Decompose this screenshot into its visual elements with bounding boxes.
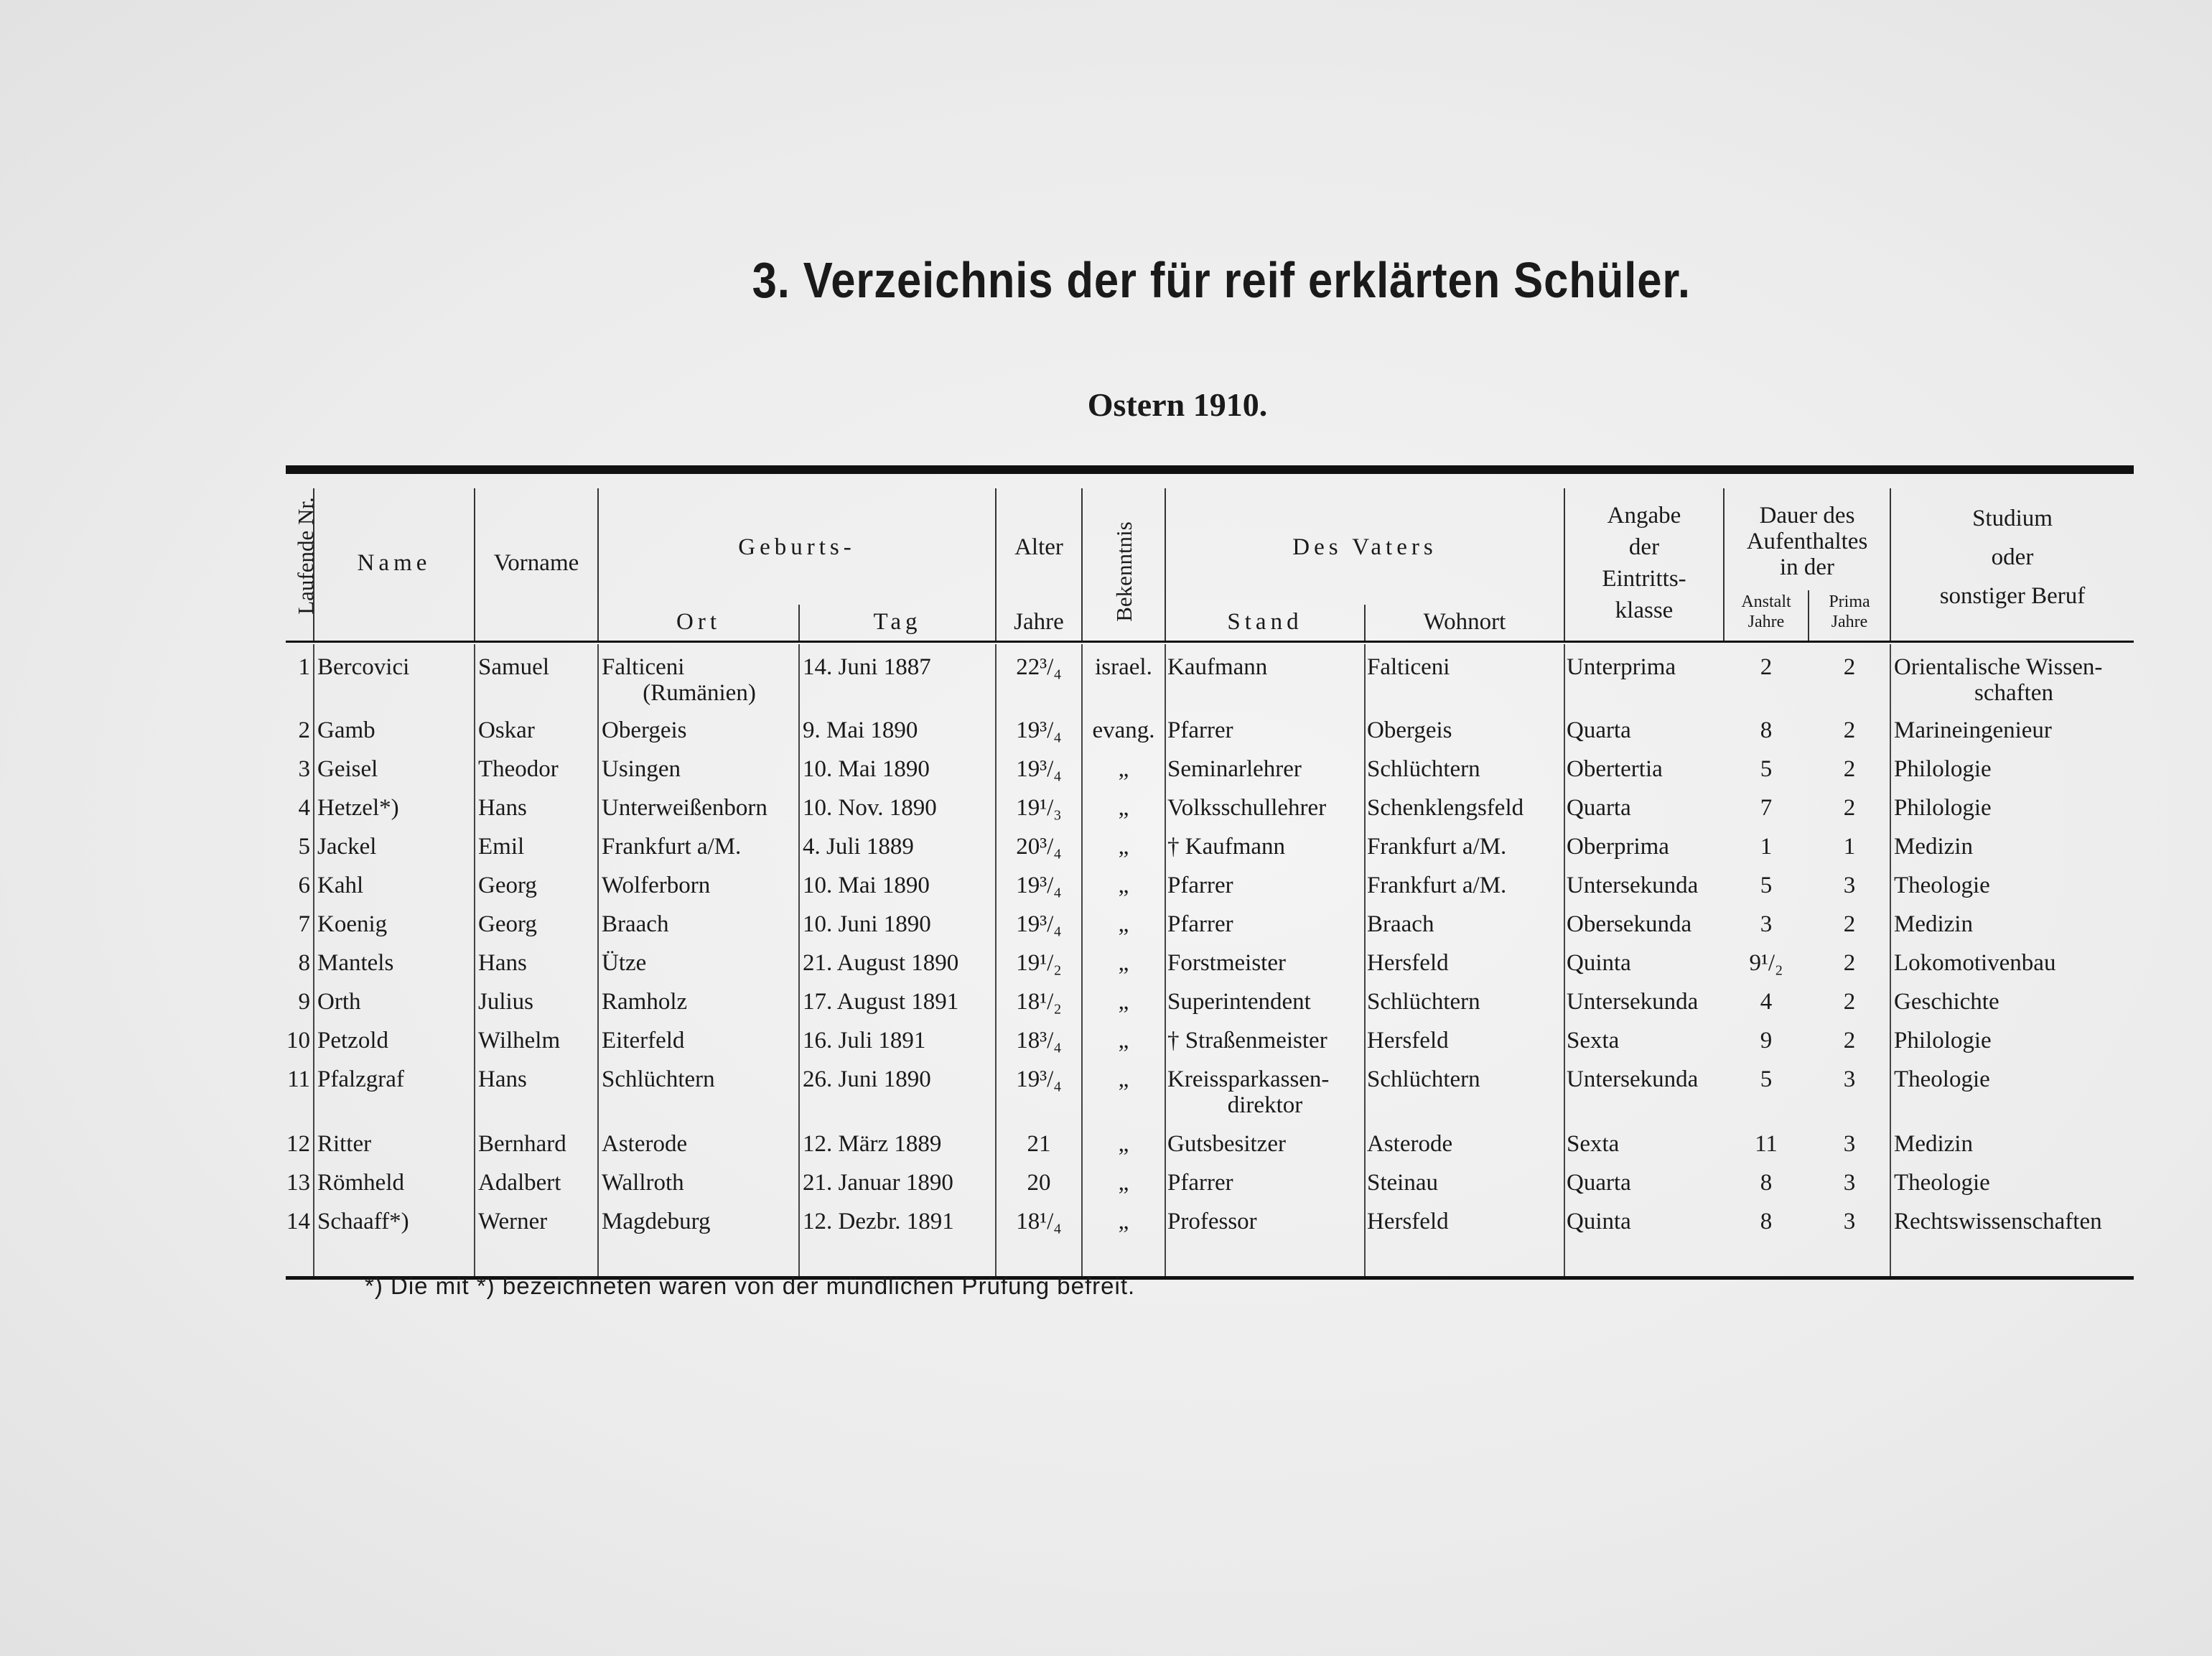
cell-age: 19³/₄ [1016,911,1062,937]
cell-birth-date: 12. Dezbr. 1891 [803,1209,954,1234]
col-divider [1081,488,1083,641]
cell-career: Marineingenieur [1894,717,2052,743]
cell-birth-date: 14. Juni 1887 [803,654,931,680]
cell-father-occupation: † Kaufmann [1167,834,1286,860]
header-eintritts: Eintritts- [1602,566,1686,592]
cell-birth-place: Usingen [602,756,681,782]
cell-father-residence: Hersfeld [1367,1209,1449,1234]
cell-vorname: Bernhard [478,1131,566,1157]
cell-confession: „ [1118,1170,1129,1196]
header-der: der [1628,534,1660,560]
cell-years-school: 8 [1760,717,1773,743]
header-laufende-nr: Laufende Nr. [293,497,318,615]
cell-entry-class: Quinta [1567,950,1631,976]
cell-vorname: Theodor [478,756,559,782]
cell-father-residence: Asterode [1367,1131,1453,1157]
cell-entry-class: Quarta [1567,1170,1631,1196]
cell-father-occupation: Kreissparkassen- [1167,1066,1330,1092]
cell-years-school: 9¹/₂ [1749,950,1783,976]
cell-career: Theologie [1894,1170,1990,1196]
cell-confession: „ [1118,873,1129,898]
cell-name: Hetzel*) [317,795,399,821]
cell-entry-class: Sexta [1567,1131,1620,1157]
cell-name: Bercovici [317,654,410,680]
cell-career: Philologie [1894,795,1992,821]
header-prima-jahre: Jahre [1831,613,1868,631]
header-studium: Studium [1972,506,2053,531]
cell-vorname: Georg [478,911,537,937]
cell-career: Theologie [1894,873,1990,898]
header-geburts: Geburts- [738,534,856,560]
cell-birth-place: Ramholz [602,989,688,1015]
header-wohnort: Wohnort [1423,609,1506,635]
header-bekenntnis: Bekenntnis [1111,521,1137,622]
cell-confession: „ [1118,911,1129,937]
header-klasse: klasse [1615,597,1674,623]
cell-vorname: Oskar [478,717,535,743]
cell-birth-place: Magdeburg [602,1209,711,1234]
cell-nr: 10 [286,1028,310,1053]
cell-vorname: Samuel [478,654,549,680]
cell-years-prima: 3 [1843,1170,1856,1196]
cell-confession: „ [1118,1028,1129,1053]
cell-father-residence: Braach [1367,911,1434,937]
cell-vorname: Hans [478,950,527,976]
cell-birth-place: Obergeis [602,717,687,743]
cell-age: 18¹/₂ [1016,989,1062,1015]
cell-years-school: 2 [1760,654,1773,680]
cell-confession: „ [1118,834,1129,860]
cell-name: Koenig [317,911,388,937]
cell-years-school: 5 [1760,1066,1773,1092]
cell-age: 19¹/₃ [1016,795,1062,821]
cell-father-occupation: Professor [1167,1209,1257,1234]
table-row [286,824,2134,862]
cell-birth-place: Frankfurt a/M. [602,834,742,860]
cell-career: Lokomotivenbau [1894,950,2056,976]
header-jahre: Jahre [1014,609,1064,635]
cell-birth-date: 9. Mai 1890 [803,717,918,743]
cell-years-prima: 2 [1843,795,1856,821]
table-row [286,1121,2134,1160]
cell-entry-class: Untersekunda [1567,1066,1699,1092]
cell-career: Medizin [1894,911,1973,937]
cell-nr: 3 [298,756,310,782]
cell-age: 19³/₄ [1016,1066,1062,1092]
cell-name: Petzold [317,1028,388,1053]
cell-vorname: Hans [478,1066,527,1092]
header-alter: Alter [1014,534,1063,560]
table-row [286,1160,2134,1199]
table-header [286,474,2134,641]
cell-birth-place: Wallroth [602,1170,684,1196]
cell-father-residence: Frankfurt a/M. [1367,873,1507,898]
cell-father-occupation: Pfarrer [1167,717,1233,743]
cell-confession: „ [1118,1209,1129,1234]
cell-age: 19³/₄ [1016,717,1062,743]
table-row [286,1056,2134,1118]
page-subtitle: Ostern 1910. [1087,386,1268,423]
cell-years-school: 11 [1755,1131,1778,1157]
cell-father-residence: Falticeni [1367,654,1450,680]
cell-career: Medizin [1894,1131,1973,1157]
cell-father-occupation: † Straßenmeister [1167,1028,1327,1053]
cell-birth-place: Ütze [602,950,647,976]
cell-father-residence: Schenklengsfeld [1367,795,1524,821]
cell-career: Medizin [1894,834,1973,860]
cell-years-prima: 1 [1843,834,1856,860]
cell-age: 19³/₄ [1016,873,1062,898]
cell-nr: 6 [298,873,310,898]
cell-birth-place: Unterweißenborn [602,795,767,821]
cell-father-occupation-line2: direktor [1227,1092,1303,1118]
cell-father-occupation: Gutsbesitzer [1167,1131,1286,1157]
header-tag: Tag [873,609,922,635]
header-prima: Prima [1829,592,1870,611]
cell-entry-class: Obertertia [1567,756,1663,782]
header-anstalt: Anstalt [1741,592,1791,611]
cell-vorname: Julius [478,989,534,1015]
cell-father-occupation: Pfarrer [1167,873,1233,898]
cell-birth-date: 12. März 1889 [803,1131,942,1157]
graduates-table [286,465,2134,1280]
cell-father-residence: Schlüchtern [1367,989,1480,1015]
cell-entry-class: Unterprima [1567,654,1676,680]
cell-nr: 11 [287,1066,310,1092]
cell-father-occupation: Pfarrer [1167,911,1233,937]
header-vorname: Vorname [493,550,579,576]
cell-entry-class: Untersekunda [1567,873,1699,898]
cell-name: Jackel [317,834,377,860]
cell-birth-date: 4. Juli 1889 [803,834,914,860]
cell-confession: evang. [1092,717,1155,743]
cell-age: 18¹/₄ [1016,1209,1062,1234]
cell-nr: 14 [286,1209,310,1234]
header-rule [286,641,2134,643]
cell-age: 20³/₄ [1016,834,1062,860]
cell-years-school: 3 [1760,911,1773,937]
cell-years-prima: 2 [1843,989,1856,1015]
cell-birth-place: Wolferborn [602,873,711,898]
cell-vorname: Emil [478,834,525,860]
cell-name: Mantels [317,950,394,976]
cell-birth-date: 10. Juni 1890 [803,911,931,937]
cell-years-prima: 2 [1843,717,1856,743]
cell-nr: 9 [298,989,310,1015]
cell-father-occupation: Forstmeister [1167,950,1286,976]
cell-father-residence: Frankfurt a/M. [1367,834,1507,860]
cell-birth-date: 10. Mai 1890 [803,756,930,782]
cell-name: Ritter [317,1131,372,1157]
cell-father-occupation: Superintendent [1167,989,1311,1015]
cell-father-residence: Schlüchtern [1367,1066,1480,1092]
cell-years-prima: 2 [1843,950,1856,976]
cell-father-occupation: Volksschullehrer [1167,795,1327,821]
table-row [286,707,2134,746]
cell-years-prima: 2 [1843,654,1856,680]
cell-birth-place: Eiterfeld [602,1028,685,1053]
cell-years-school: 9 [1760,1028,1773,1053]
table-row [286,1199,2134,1237]
header-stand: Stand [1227,609,1303,635]
cell-entry-class: Untersekunda [1567,989,1699,1015]
cell-years-prima: 2 [1843,911,1856,937]
cell-birth-place: Schlüchtern [602,1066,715,1092]
table-row [286,785,2134,824]
cell-name: Römheld [317,1170,404,1196]
header-beruf: sonstiger Beruf [1939,583,2086,609]
table-row [286,901,2134,940]
cell-years-prima: 3 [1843,1131,1856,1157]
cell-father-residence: Schlüchtern [1367,756,1480,782]
cell-father-occupation: Kaufmann [1167,654,1268,680]
header-angabe: Angabe [1607,503,1681,529]
footnote: *) Die mit *) bezeichneten waren von der mündlichen Prüfung befreit. [365,1273,1136,1299]
cell-career: Philologie [1894,756,1992,782]
cell-father-occupation: Pfarrer [1167,1170,1233,1196]
cell-name: Orth [317,989,361,1015]
table-row [286,862,2134,901]
header-des-vaters: Des Vaters [1292,534,1437,560]
cell-years-school: 1 [1760,834,1773,860]
cell-birth-date: 26. Juni 1890 [803,1066,931,1092]
header-oder: oder [1991,544,2034,570]
cell-age: 21 [1027,1131,1051,1157]
cell-name: Pfalzgraf [317,1066,404,1092]
cell-career: Geschichte [1894,989,1999,1015]
cell-career: Rechtswissenschaften [1894,1209,2102,1234]
cell-vorname: Hans [478,795,527,821]
cell-age: 19³/₄ [1016,756,1062,782]
table-row [286,746,2134,785]
table-body [286,644,2134,1276]
cell-nr: 1 [298,654,310,680]
table-row [286,940,2134,979]
cell-name: Gamb [317,717,375,743]
cell-entry-class: Quinta [1567,1209,1631,1234]
cell-birth-place: Braach [602,911,669,937]
table-top-rule [286,465,2134,474]
cell-years-prima: 3 [1843,873,1856,898]
cell-vorname: Wilhelm [478,1028,561,1053]
cell-confession: israel. [1095,654,1152,680]
page-title: 3. Verzeichnis der für reif erklärten Schüler. [752,252,1691,308]
cell-nr: 13 [286,1170,310,1196]
cell-birth-place: Falticeni [602,654,685,680]
cell-entry-class: Quarta [1567,795,1631,821]
cell-nr: 8 [298,950,310,976]
cell-nr: 4 [298,795,310,821]
cell-career: Orientalische Wissen- [1894,654,2103,680]
cell-entry-class: Sexta [1567,1028,1620,1053]
cell-age: 18³/₄ [1016,1028,1062,1053]
cell-birth-date: 17. August 1891 [803,989,959,1015]
cell-birth-date: 16. Juli 1891 [803,1028,926,1053]
cell-confession: „ [1118,1131,1129,1157]
header-aufenthaltes: Aufenthaltes [1746,529,1868,554]
cell-nr: 5 [298,834,310,860]
cell-birth-date: 10. Mai 1890 [803,873,930,898]
cell-confession: „ [1118,950,1129,976]
cell-career: Philologie [1894,1028,1992,1053]
cell-father-residence: Steinau [1367,1170,1438,1196]
cell-entry-class: Quarta [1567,717,1631,743]
cell-confession: „ [1118,989,1129,1015]
cell-birth-place: Asterode [602,1131,688,1157]
cell-birth-date: 21. August 1890 [803,950,959,976]
cell-vorname: Adalbert [478,1170,561,1196]
cell-father-occupation: Seminarlehrer [1167,756,1302,782]
header-anstalt-jahre: Jahre [1747,613,1785,631]
cell-father-residence: Hersfeld [1367,950,1449,976]
table-row [286,979,2134,1018]
header-dauer: Dauer des [1759,503,1855,529]
cell-name: Geisel [317,756,378,782]
cell-entry-class: Obersekunda [1567,911,1692,937]
header-name: Name [357,550,431,576]
cell-confession: „ [1118,756,1129,782]
cell-years-school: 8 [1760,1209,1773,1234]
cell-years-school: 7 [1760,795,1773,821]
cell-age: 22³/₄ [1016,654,1062,680]
cell-name: Kahl [317,873,364,898]
cell-vorname: Werner [478,1209,548,1234]
cell-confession: „ [1118,795,1129,821]
cell-years-prima: 3 [1843,1209,1856,1234]
cell-birth-date: 10. Nov. 1890 [803,795,937,821]
cell-father-residence: Obergeis [1367,717,1452,743]
cell-years-prima: 3 [1843,1066,1856,1092]
cell-career-line2: schaften [1974,680,2053,706]
cell-birth-place-line2: (Rumänien) [643,680,756,706]
cell-years-prima: 2 [1843,1028,1856,1053]
table-row [286,1018,2134,1056]
cell-age: 20 [1027,1170,1051,1196]
cell-birth-date: 21. Januar 1890 [803,1170,953,1196]
cell-years-school: 5 [1760,873,1773,898]
table-row [286,644,2134,706]
cell-years-school: 8 [1760,1170,1773,1196]
cell-nr: 7 [298,911,310,937]
cell-father-residence: Hersfeld [1367,1028,1449,1053]
cell-age: 19¹/₂ [1016,950,1062,976]
header-ort: Ort [676,609,721,635]
cell-vorname: Georg [478,873,537,898]
cell-years-school: 5 [1760,756,1773,782]
cell-career: Theologie [1894,1066,1990,1092]
cell-nr: 12 [286,1131,310,1157]
cell-name: Schaaff*) [317,1209,409,1234]
cell-years-school: 4 [1760,989,1773,1015]
header-in-der: in der [1779,554,1835,580]
cell-nr: 2 [298,717,310,743]
cell-confession: „ [1118,1066,1129,1092]
cell-entry-class: Oberprima [1567,834,1669,860]
cell-years-prima: 2 [1843,756,1856,782]
